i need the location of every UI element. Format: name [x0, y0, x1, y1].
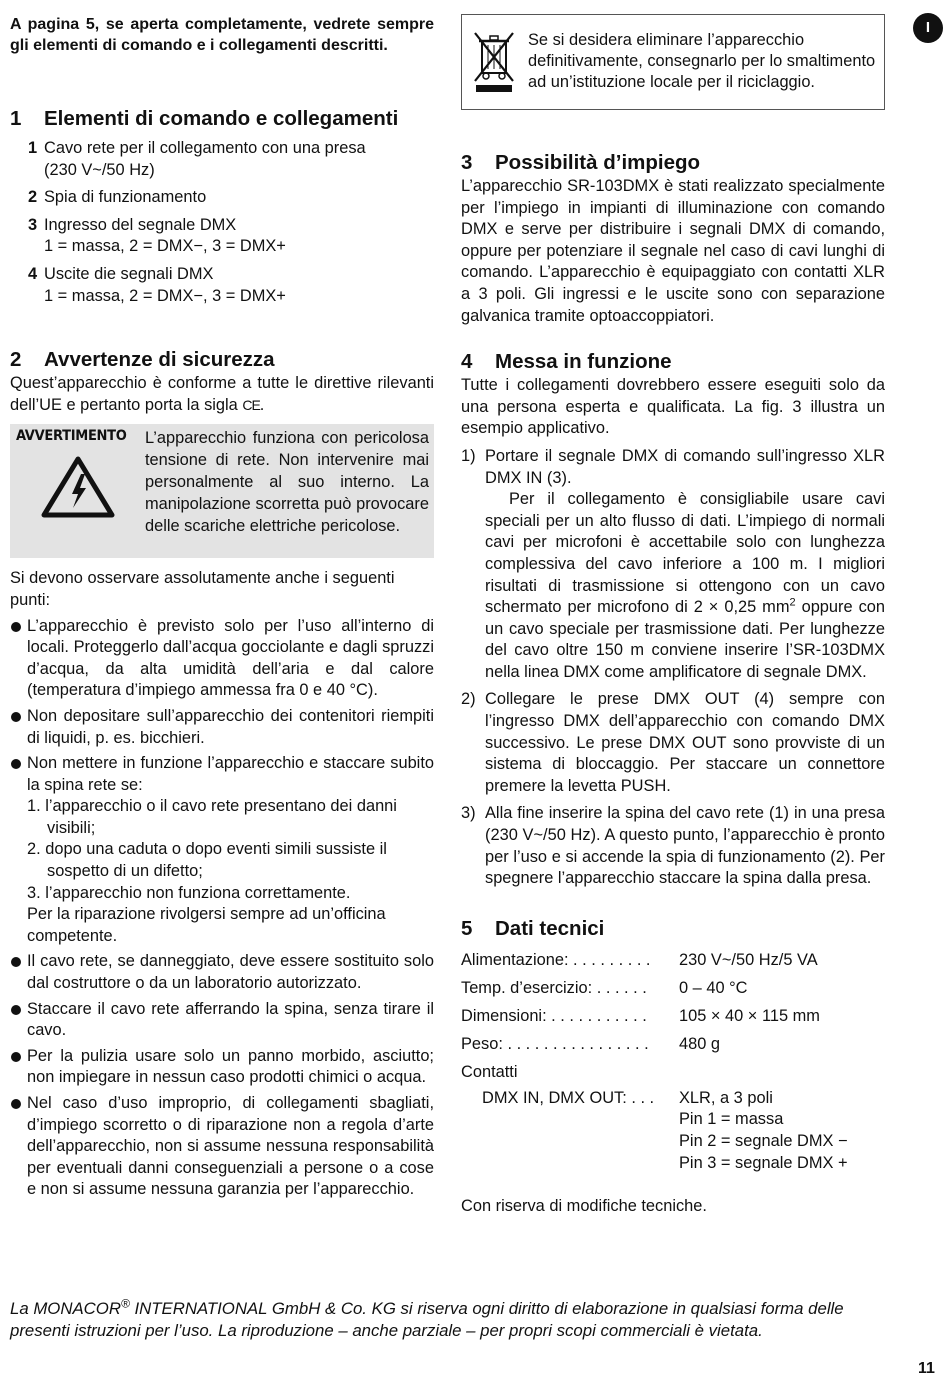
- table-row: Alimentazione: . . . . . . . . . 230 V~/50 Hz/5 VA: [461, 950, 818, 969]
- section-5-heading: 5 Dati tecnici: [461, 916, 605, 940]
- table-row: Dimensioni: . . . . . . . . . . . 105 × 40 × 115 mm: [461, 1007, 820, 1025]
- list-item: Per la pulizia usare solo un panno morbido, asciutto; non impiegare in nessun caso prodotti chimici o acqua.: [10, 1046, 434, 1089]
- list-item: 3) Alla fine inserire la spina del cavo rete (1) in una presa (230 V~/50 Hz). A questo punto, l’apparecchio è pronto per l’uso e si accende la spia di funzionamento (2). Per spegnere l’apparecchio staccare la spina dalla presa.: [461, 804, 885, 888]
- reserve-note: Con riserva di modifiche tecniche.: [461, 1197, 707, 1216]
- disposal-text: Se si desidera eliminare l’apparecchio definitivamente, consegnarlo per lo smaltimento ad un’istituzione locale per il riciclaggio.: [528, 31, 876, 91]
- ce-mark: CE: [242, 396, 260, 413]
- list-item: 2) Collegare le prese DMX OUT (4) sempre con l’ingresso DMX dell’apparecchio con comando DMX successivo. Le prese DMX OUT sono provviste di un sistema di bloccaggio. Per staccare un connettore premere la levetta PUSH.: [461, 690, 885, 795]
- list-item: Staccare il cavo rete afferrando la spina, senza tirare il cavo.: [10, 999, 434, 1042]
- section-4-intro: Tutte i collegamenti dovrebbero essere eseguiti solo da una persona esperta e qualificata. La fig. 3 illustra un esempio applicativo.: [461, 376, 885, 438]
- list-item: 4 Uscite die segnali DMX 1 = massa, 2 = DMX−, 3 = DMX+: [28, 264, 286, 305]
- conformity-text: Quest’apparecchio è conforme a tutte le direttive rilevanti dell’UE e pertanto porta la sigla CE.: [10, 374, 434, 414]
- list-item: Il cavo rete, se danneggiato, deve essere sostituito solo dal costruttore o da un laboratorio autorizzato.: [10, 951, 434, 994]
- list-item: 1 Cavo rete per il collegamento con una presa (230 V~/50 Hz): [28, 139, 366, 179]
- list-item: Nel caso d’uso improprio, di collegamenti sbagliati, d’impiego scorretto o di riparazione non a regola d’arte dell’apparecchio, non si assume nessuna responsabilità per eventuali danni conseguenziali a persone o a cose e non si assume nessuna garanzia per l’apparecchio.: [10, 1093, 434, 1201]
- list-item: 2 Spia di funzionamento: [28, 188, 207, 207]
- contacts-label: Contatti: [461, 1063, 518, 1082]
- table-row: DMX IN, DMX OUT: . . . XLR, a 3 poli Pin 1 = massa Pin 2 = segnale DMX − Pin 3 = segnale DMX +: [482, 1088, 848, 1172]
- copyright-footer: La MONACOR® INTERNATIONAL GmbH & Co. KG si riserva ogni diritto di elaborazione in qualsiasi forma delle presenti istruzioni per l’uso. La riproduzione – anche parziale – per propri scopi commerciali è vietata.: [10, 1296, 844, 1340]
- disposal-notice: [461, 14, 885, 110]
- section-1-heading: 1 Elementi di comando e collegamenti: [10, 107, 399, 130]
- warning-text: L’apparecchio funziona con pericolosa tensione di rete. Non intervenire mai personalmente al suo interno. La manipolazione scorretta può provocare delle scariche elettriche pericolose.: [145, 429, 429, 535]
- list-item: Non depositare sull’apparecchio dei contenitori riempiti di liquidi, p. es. bicchieri.: [10, 706, 434, 749]
- warning-box: [10, 424, 434, 558]
- intro-text: A pagina 5, se aperta completamente, vedrete sempre gli elementi di comando e i collegamenti descritti.: [10, 16, 434, 54]
- list-item: 3. l’apparecchio non funziona correttamente.: [27, 883, 351, 902]
- left-column: [10, 14, 434, 1201]
- language-tab: I: [913, 13, 943, 43]
- section-2-heading: 2 Avvertenze di sicurezza: [10, 348, 275, 372]
- observe-text: Si devono osservare assolutamente anche i seguenti punti:: [10, 569, 395, 609]
- list-item: L’apparecchio è previsto solo per l’uso all’interno di locali. Proteggerlo dall’acqua gocciolante e dagli spruzzi d’acqua, da alta umidità dell’aria e dal calore (temperatura d’impiego ammessa fra 0 e 40 °C).: [10, 616, 434, 702]
- table-row: Temp. d’esercizio: . . . . . . 0 – 40 °C: [461, 978, 748, 997]
- steps-list: [461, 446, 885, 890]
- list-item: 2. dopo una caduta o dopo eventi simili sussiste il sospetto di un difetto;: [27, 840, 387, 881]
- list-item: Non mettere in funzione l’apparecchio e staccare subito la spina rete se:: [10, 753, 434, 796]
- spec-table: [461, 950, 885, 1218]
- list-item: 1) Portare il segnale DMX di comando sull’ingresso XLR DMX IN (3). Per il collegamento è consigliabile usare cavi speciali per un alto flusso di dati. L’impiego di normali cavi per microfoni è accettabile solo con lunghezza complessiva del cavo inferiore a 100 m. I migliori risultati di trasmissione si ottengono con un cavo schermato per microfono di 2 × 0,25 $mm^2$ oppure con un cavo speciale per trasmissione dati. Per lunghezze del cavo oltre 150 m conviene inserire l’SR-103DMX nella linea DMX come amplificatore di segnale DMX.: [461, 446, 885, 681]
- high-voltage-warning-icon: [41, 456, 115, 518]
- table-row: Peso: . . . . . . . . . . . . . . . . 480 g: [461, 1035, 721, 1054]
- right-column: [461, 14, 885, 1218]
- list-item: 3 Ingresso del segnale DMX 1 = massa, 2 = DMX−, 3 = DMX+: [28, 215, 286, 256]
- controls-list: [10, 138, 434, 307]
- sub-list: [10, 796, 434, 947]
- list-item: 1. l’apparecchio o il cavo rete presentano dei danni visibili;: [27, 797, 397, 837]
- repair-note: Per la riparazione rivolgersi sempre ad un’officina competente.: [27, 905, 386, 945]
- section-3-heading: 3 Possibilità d’impiego: [461, 151, 701, 174]
- section-4-heading: 4 Messa in funzione: [461, 350, 672, 374]
- section-3-text: L’apparecchio SR-103DMX è stati realizzato specialmente per l’impiego in impianti di illuminazione con comando DMX e serve per distribuire i segnali DMX di comando, oppure per potenziare il segnale nel caso di cavi lunghi di comando. L’apparecchio è equipaggiato con contatti XLR a 3 poli. Gli ingressi e le uscite sono con separazione galvanica tramite optoaccoppiatori.: [461, 177, 885, 325]
- warning-label: AVVERTIMENTO: [16, 428, 127, 445]
- crossed-bin-icon: [472, 29, 518, 93]
- page-number: 11: [918, 1360, 935, 1377]
